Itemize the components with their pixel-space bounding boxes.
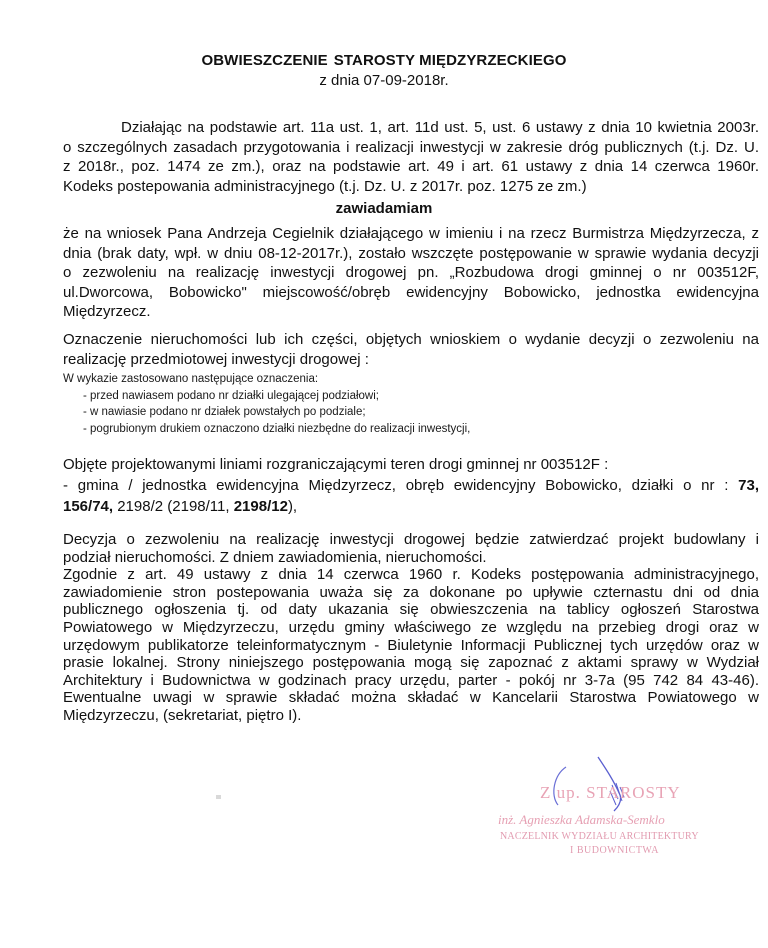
designation-line: realizację przedmiotowej inwestycji drogowej : [63, 351, 369, 368]
decision-line: publicznego ogłoszenia tj. od daty ukazania się obwieszczenia na tablicy ogłoszeń Starostwa [63, 601, 759, 619]
stamp-role-line-2: I BUDOWNICTWA [570, 845, 659, 856]
legend-item: - w nawiasie podano nr działek powstałych po podziale; [83, 406, 366, 418]
notice-line: dnia (brak daty, wpł. w dniu 08-12-2017r.), zostało wszczęte postępowanie w sprawie wydania decyzji [63, 244, 759, 262]
stamp-signatory-name: inż. Agnieszka Adamska-Semklo [498, 812, 665, 827]
notice-line: że na wniosek Pana Andrzeja Cegielnik działającego w imieniu i na rzecz Burmistrza Międzyrzecza, z [63, 225, 759, 242]
decision-line: podział nieruchomości. Z dniem zawiadomienia, nieruchomości. [63, 548, 487, 566]
designation-line: Oznaczenie nieruchomości lub ich części, objętych wnioskiem o wydanie decyzji o zezwoleniu na [63, 331, 759, 348]
decision-line: Ewentualne uwagi w sprawie składać można składać w Kancelarii Starostwa Powiatowego w [63, 689, 759, 707]
title-part-1: OBWIESZCZENIE [201, 52, 328, 69]
decision-line: Międzyrzeczu, (sekretariat, piętro I). [63, 706, 302, 724]
decision-line: Architektury i Budownictwa w godzinach pracy urzędu, parter - pokój nr 3-7a (95 742 84 43-46). [63, 671, 759, 689]
designation-paragraph [63, 330, 759, 370]
parcels-paragraph [63, 454, 759, 517]
stamp-role-line-1: NACZELNIK WYDZIAŁU ARCHITEKTURY [500, 831, 699, 842]
parcel-bold: 73, [738, 477, 759, 494]
parcels-intro: Objęte projektowanymi liniami rozgraniczającymi teren drogi gminnej nr 003512F : [63, 456, 609, 473]
legend-lead: W wykazie zastosowano następujące oznaczenia: [63, 373, 319, 385]
stamp-heading: Z up. STAROSTY [540, 783, 681, 802]
parcels-line-2: 156/74, 2198/2 (2198/11, 2198/12), [63, 498, 298, 515]
legend-item: - pogrubionym drukiem oznaczono działki niezbędne do realizacji inwestycji, [83, 422, 471, 435]
notice-heading: zawiadamiam [335, 200, 433, 217]
intro-line: o szczególnych zasadach przygotowania i realizacji inwestycji w zakresie dróg publicznych (t.j. Dz. U. [63, 138, 759, 156]
notice-line: ul.Dworcowa, Bobowicko" miejscowość/obręb ewidencyjny Bobowicko, jednostka ewidencyjna [63, 283, 759, 301]
parcel-bold: 156/74, [63, 498, 114, 515]
intro-line: Kodeks postepowania administracyjnego (t.j. Dz. U. z 2017r. poz. 1275 ze zm.) [63, 177, 587, 195]
decision-line: zawiadomienie stron postepowania uważa się za dokonane po upływie czternastu dni od dnia [63, 583, 759, 601]
decision-line: Zgodnie z art. 49 ustawy z dnia 14 czerwca 1960 r. Kodeks postępowania administracyjnego, [63, 566, 759, 584]
notice-line: Międzyrzecz. [63, 303, 151, 320]
intro-line: z 2018r., poz. 1474 ze zm.), oraz na podstawie art. 49 i art. 61 ustawy z dnia 14 czerwca 1960r. [63, 158, 759, 175]
decision-line: prasie lokalnej. Strony niniejszego postępowania mogą się zapoznać z aktami sprawy w Wydział [63, 654, 759, 672]
legend-item: - przed nawiasem podano nr działki ulegającej podziałowi; [83, 389, 379, 402]
decision-line: Powiatowego w Międzyrzeczu, urzędu gminy właściwego ze względu na przebieg drogi oraz w [63, 618, 759, 636]
title-part-2: STAROSTY MIĘDZYRZECKIEGO [333, 52, 567, 69]
parcels-line-1: - gmina / jednostka ewidencyjna Międzyrzecz, obręb ewidencyjny Bobowicko, działki o nr : 73, [63, 477, 759, 494]
intro-paragraph [63, 118, 759, 196]
decision-line: urzędowym publikatorze teleinformatycznym - Biuletynie Informacji Publicznej tych urzędów oraz w [63, 636, 759, 654]
intro-line: Działając na podstawie art. 11a ust. 1, art. 11d ust. 5, ust. 6 ustawy z dnia 10 kwietnia 2003r. [121, 119, 759, 136]
legend-list [63, 371, 470, 437]
scan-artifact [216, 795, 221, 799]
notice-paragraph [63, 224, 759, 322]
document-title [0, 52, 768, 69]
decision-paragraph [63, 531, 759, 725]
notice-line: o zezwoleniu na realizację inwestycji drogowej pn. „Rozbudowa drogi gminnej o nr 003512F, [63, 264, 759, 281]
parcel-bold: 2198/12 [233, 498, 288, 515]
document-date: z dnia 07-09-2018r. [319, 72, 449, 89]
decision-line: Decyzja o zezwoleniu na realizację inwestycji drogowej będzie zatwierdzać projekt budowlany i [63, 531, 759, 548]
